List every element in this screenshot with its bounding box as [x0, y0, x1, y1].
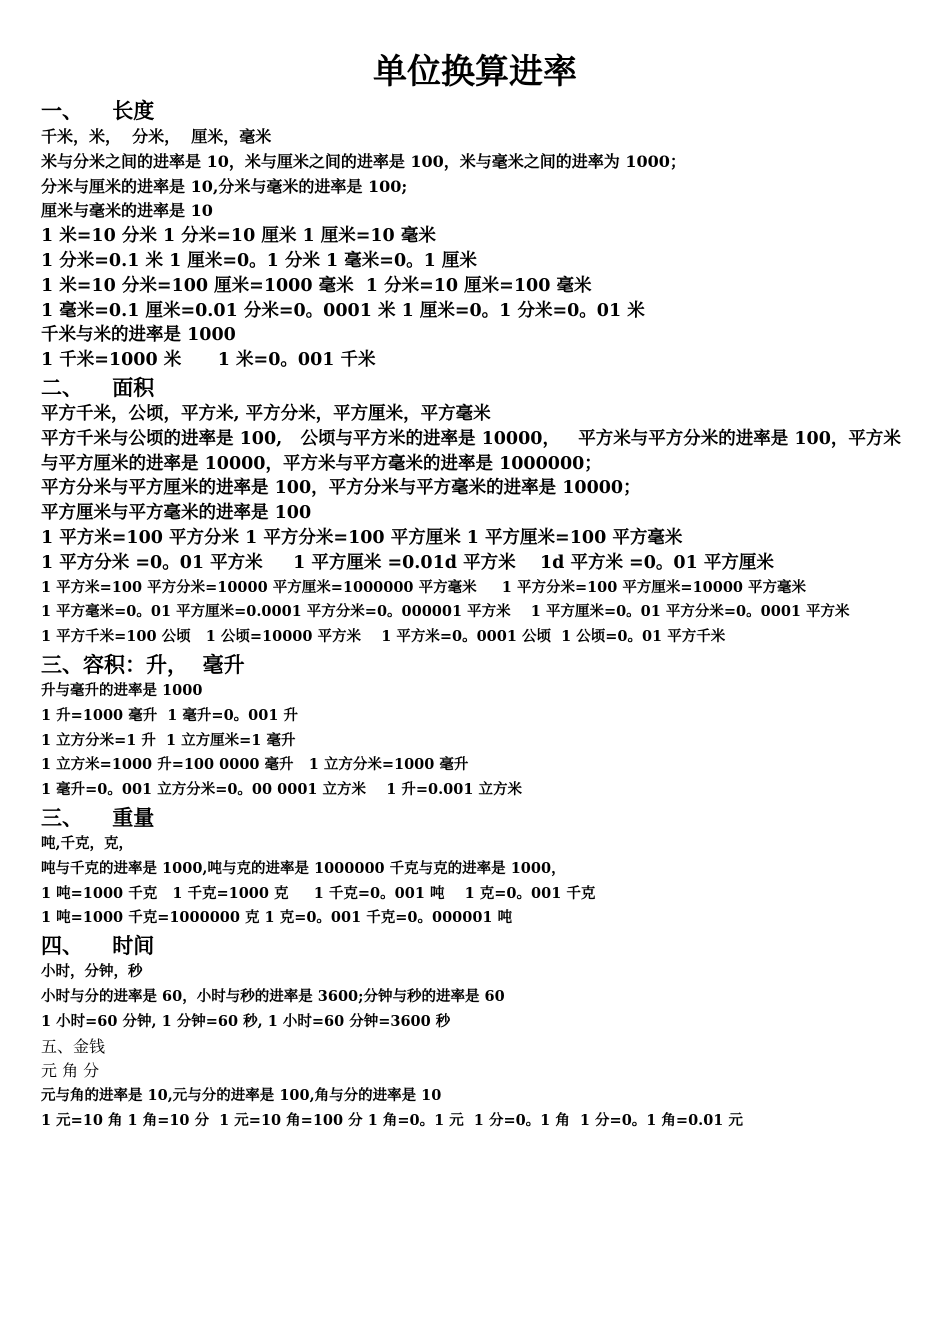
time-line: 1 小时=60 分钟, 1 分钟=60 秒, 1 小时=60 分钟=3600 秒 [41, 1012, 451, 1030]
time-line: 小时与分的进率是 60，小时与秒的进率是 3600;分钟与秒的进率是 60 [41, 987, 505, 1005]
length-line: 千米，米， 分米， 厘米，毫米 [41, 127, 272, 146]
section-heading-volume: 三、容积：升， 毫升 [41, 651, 245, 677]
section-heading-area: 二、 面积 [41, 374, 155, 400]
length-line: 米与分米之间的进率是 10，米与厘米之间的进率是 100，米与毫米之间的进率为 1000； [41, 151, 686, 171]
area-line: 平方千米，公顷，平方米, 平方分米，平方厘米，平方毫米 [41, 403, 491, 424]
area-line: 1 平方分米 =0。01 平方米 1 平方厘米 =0.01d 平方米 1d 平方米 =0。01 平方厘米 [41, 552, 774, 573]
weight-line: 1 吨=1000 千克 1 千克=1000 克 1 千克=0。001 吨 1 克=0。001 千克 [41, 884, 596, 902]
length-line: 1 千米=1000 米 1 米=0。001 千米 [41, 350, 376, 371]
document-body [41, 96, 911, 1134]
money-line: 1 元=10 角 1 角=10 分 1 元=10 角=100 分 1 角=0。1 元 1 分=0。1 角 1 分=0。1 角=0.01 元 [41, 1111, 743, 1129]
section-volume [41, 650, 911, 803]
length-line: 1 毫米=0.1 厘米=0.01 分米=0。0001 米 1 厘米=0。1 分米=0。01 米 [41, 300, 645, 321]
volume-line: 1 升=1000 毫升 1 毫升=0。001 升 [41, 706, 298, 724]
money-line: 元 角 分 [41, 1061, 100, 1081]
page-title: 单位换算进率 [373, 52, 577, 92]
section-weight [41, 803, 911, 931]
section-time [41, 931, 911, 1034]
section-heading-length: 一、 长度 [41, 98, 155, 123]
section-money [41, 1035, 911, 1134]
area-line: 1 平方千米=100 公顷 1 公顷=10000 平方米 1 平方米=0。0001 公顷 1 公顷=0。01 平方千米 [41, 628, 726, 646]
money-line: 元与角的进率是 10,元与分的进率是 100,角与分的进率是 10 [41, 1087, 442, 1105]
section-area [41, 373, 911, 650]
volume-line: 1 毫升=0。001 立方分米=0。00 0001 立方米 1 升=0.001 立方米 [41, 781, 522, 799]
area-line: 平方厘米与平方毫米的进率是 100 [41, 503, 312, 524]
volume-line: 1 立方分米=1 升 1 立方厘米=1 毫升 [41, 731, 296, 749]
weight-line: 吨与千克的进率是 1000,吨与克的进率是 1000000 千克与克的进率是 1000， [41, 859, 566, 877]
volume-line: 升与毫升的进率是 1000 [41, 681, 203, 699]
weight-line: 吨,千克，克， [41, 834, 134, 852]
length-line: 厘米与毫米的进率是 10 [41, 201, 213, 221]
area-line: 平方分米与平方厘米的进率是 100，平方分米与平方毫米的进率是 10000； [41, 478, 641, 499]
section-heading-money: 五、金钱 [41, 1036, 106, 1056]
weight-line: 1 吨=1000 千克=1000000 克 1 克=0。001 千克=0。000001 吨 [41, 909, 513, 927]
time-line: 小时，分钟，秒 [41, 963, 143, 981]
length-line: 1 米=10 分米=100 厘米=1000 毫米 1 分米=10 厘米=100 毫米 [41, 275, 592, 296]
length-line: 分米与厘米的进率是 10,分米与毫米的进率是 100; [41, 176, 408, 196]
length-line: 1 米=10 分米 1 分米=10 厘米 1 厘米=10 毫米 [41, 226, 436, 247]
area-line: 平方千米与公顷的进率是 100, 公顷与平方米的进率是 10000， 平方米与平方分米的进率是 100，平方米与平方厘米的进率是 10000，平方米与平方毫米的进率是 1000000； [41, 428, 901, 474]
section-heading-time: 四、 时间 [41, 933, 155, 959]
length-line: 1 分米=0.1 米 1 厘米=0。1 分米 1 毫米=0。1 厘米 [41, 250, 477, 271]
length-line: 千米与米的进率是 1000 [41, 325, 236, 346]
area-line: 1 平方毫米=0。01 平方厘米=0.0001 平方分米=0。000001 平方米 1 平方厘米=0。01 平方分米=0。0001 平方米 [41, 603, 850, 621]
section-length [41, 96, 911, 373]
section-heading-weight: 三、 重量 [41, 804, 155, 830]
area-line: 1 平方米=100 平方分米=10000 平方厘米=1000000 平方毫米 1 平方分米=100 平方厘米=10000 平方毫米 [41, 578, 807, 596]
area-line: 1 平方米=100 平方分米 1 平方分米=100 平方厘米 1 平方厘米=100 平方毫米 [41, 527, 683, 548]
volume-line: 1 立方米=1000 升=100 0000 毫升 1 立方分米=1000 毫升 [41, 756, 469, 774]
